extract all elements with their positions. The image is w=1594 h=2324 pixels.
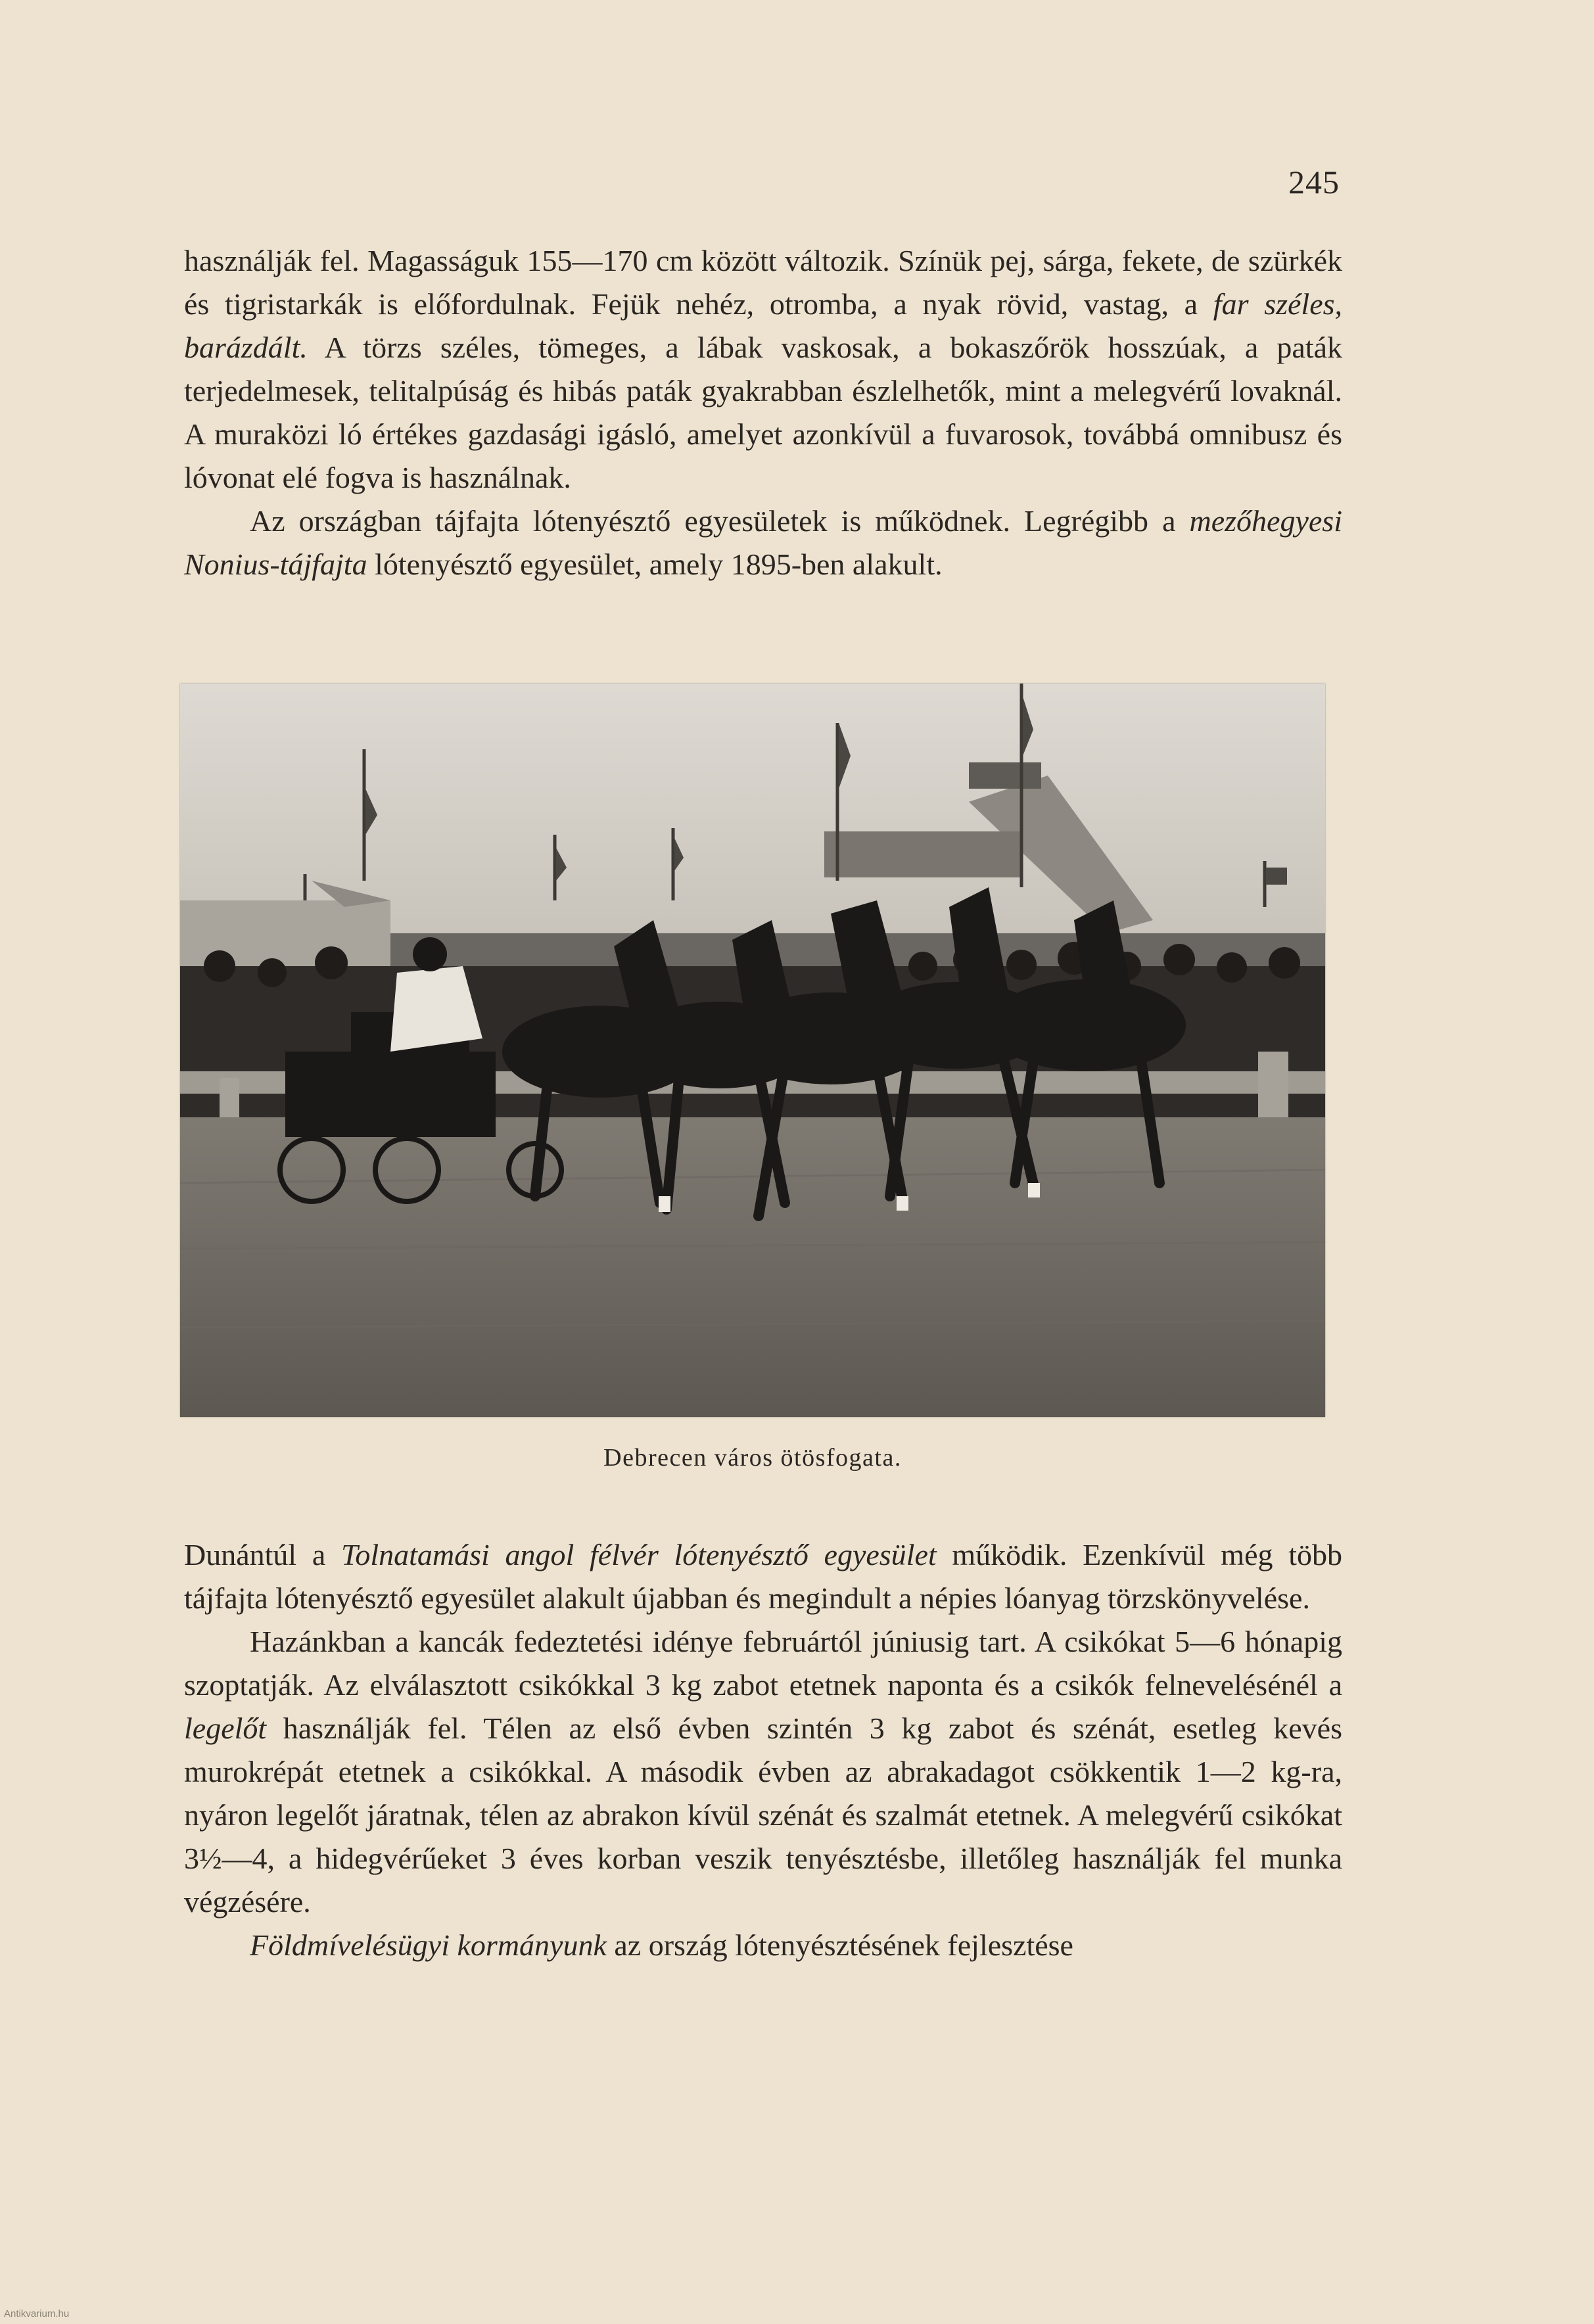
paragraph [184, 1620, 1342, 1924]
text-run: használják fel. Magasságuk 155—170 cm között változik. Színük pej, sárga, fekete, de szürkék és tigristarkák is előfordulnak. Fejük nehéz, otromba, a nyak rövid, vastag, a [184, 244, 1342, 321]
text-run: működik. Ezenkívül még több tájfajta lótenyésztő egyesület alakult újabban és megindult a népies lóanyag törzskönyvelése. [184, 1538, 1342, 1615]
paragraph [184, 500, 1342, 586]
text-run: az ország lótenyésztésének fejlesztése [606, 1928, 1073, 1962]
paragraph [184, 239, 1342, 500]
body-text-top [184, 239, 1342, 586]
page-number: 245 [1288, 164, 1340, 200]
italic-term: Tolnatamási angol félvér lótenyésztő egyesület [341, 1538, 937, 1571]
body-text-bottom [184, 1533, 1342, 1967]
italic-term: legelőt [184, 1711, 267, 1745]
text-run: használják fel. Télen az első évben szintén 3 kg zabot és szénát, esetleg kevés murokrépát etetnek a csikókkal. A második évben az abrakadagot csökkentik 1—2 kg-ra, nyáron legelőt járatnak, télen az abrakon kívül szénát és szalmát etetnek. A melegvérű csikókat 3½—4, a hidegvérűeket 3 éves korban veszik tenyésztésbe, illetőleg használják fel munka végzésére. [184, 1711, 1342, 1918]
paragraph [184, 1533, 1342, 1620]
text-run: Dunántúl a [184, 1538, 342, 1571]
italic-term: mezőhegyesi Nonius-tájfajta [184, 504, 1342, 581]
figure-caption: Debrecen város ötösfogata. [603, 1444, 902, 1472]
carriage-photo [180, 684, 1325, 1417]
italic-term: Földmívelésügyi kormányunk [250, 1928, 607, 1962]
italic-term: far széles, barázdált. [184, 287, 1343, 364]
text-run: A törzs széles, tömeges, a lábak vaskosak, a bokaszőrök hosszúak, a paták terjedelmesek, telitalpúság és hibás paták gyakrabban észlelhetők, mint a melegvérű lovaknál. A muraközi ló értékes gazdasági igásló, amelyet azonkívül a fuvarosok, továbbá omnibusz és lóvonat elé fogva is használnak. [184, 331, 1342, 494]
text-run: Hazánkban a kancák fedeztetési idénye februártól júniusig tart. A csikókat 5—6 hónapig szoptatják. Az elválasztott csikókkal 3 kg zabot etetnek naponta és a csikók felnevelésénél a [184, 1625, 1342, 1702]
paragraph [184, 1924, 1342, 1967]
text-run: lótenyésztő egyesület, amely 1895-ben alakult. [367, 547, 943, 581]
watermark: Antikvarium.hu [4, 2308, 70, 2319]
text-run: Az országban tájfajta lótenyésztő egyesületek is működnek. Legrégibb a [250, 504, 1190, 538]
photo-plate [180, 684, 1325, 1417]
